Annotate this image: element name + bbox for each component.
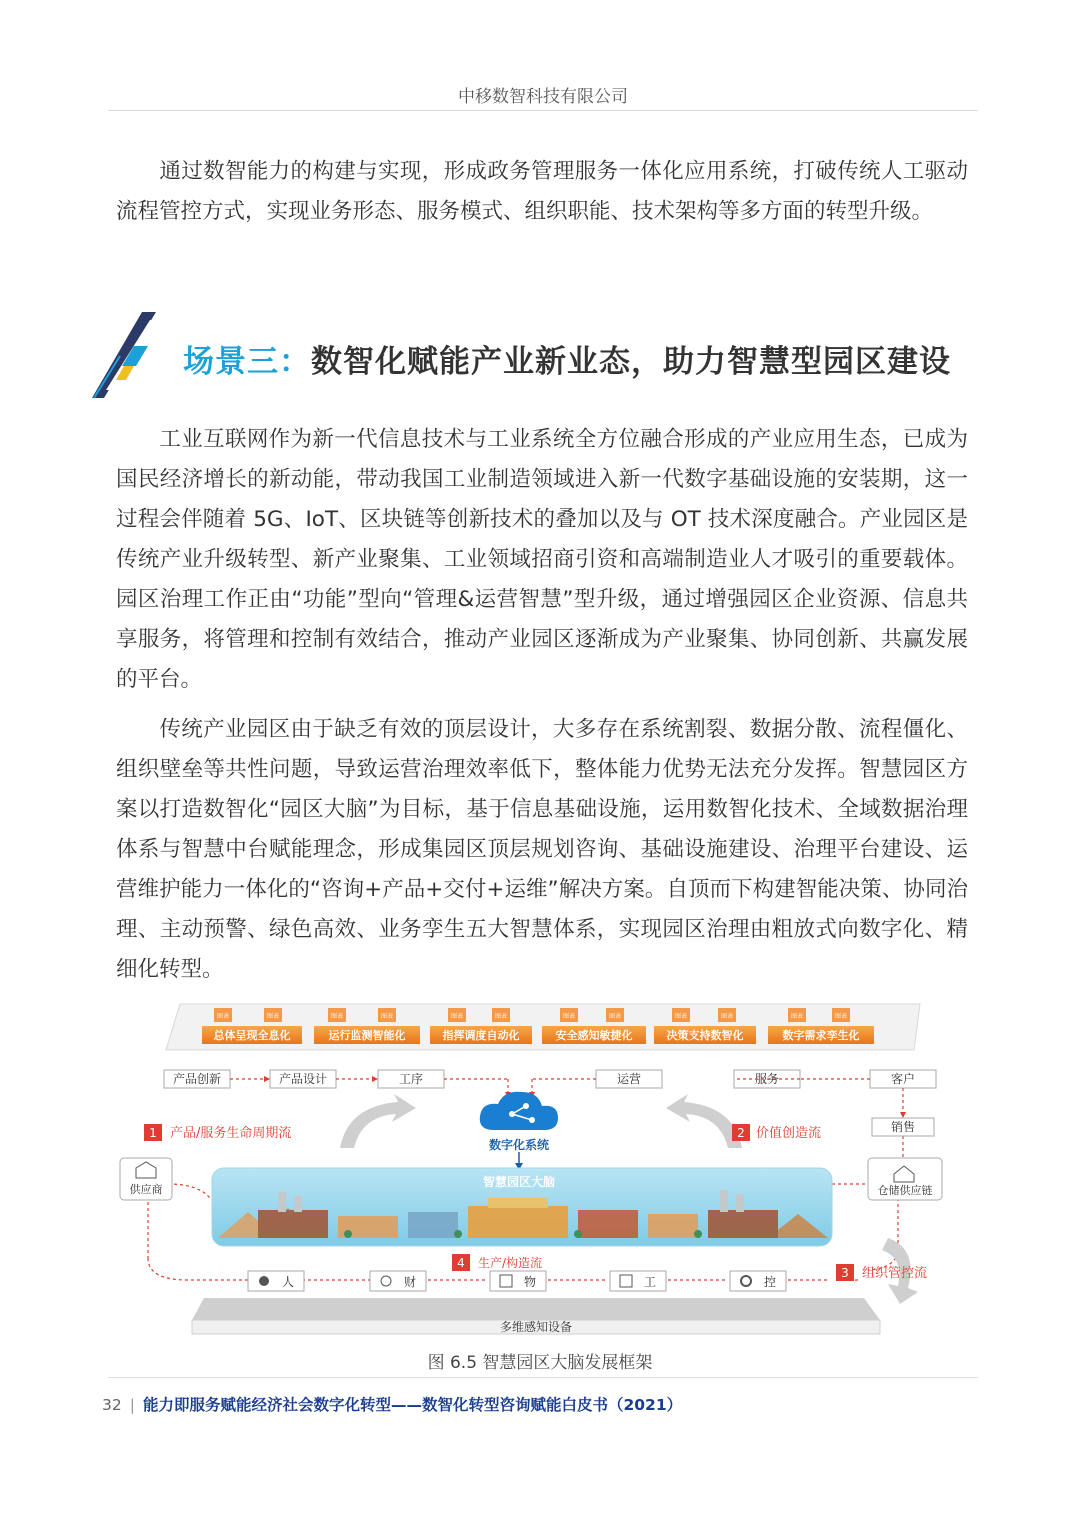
flow-label-4	[452, 1254, 542, 1271]
resource-node	[370, 1271, 426, 1291]
park-brain-panel	[212, 1168, 832, 1246]
top-box-label: 运行监测智能化	[328, 1029, 406, 1042]
svg-text:4: 4	[457, 1256, 465, 1270]
supplier-label: 供应商	[129, 1183, 163, 1196]
top-box-icon-label: 图表	[834, 1013, 848, 1020]
page-number: 32	[102, 1396, 122, 1414]
top-box-icon-label: 图表	[330, 1013, 344, 1020]
svg-text:产品/服务生命周期流: 产品/服务生命周期流	[170, 1126, 292, 1141]
paragraph-intro-text: 通过数智能力的构建与实现，形成政务管理服务一体化应用系统，打破传统人工驱动流程管控方式，实现业务形态、服务模式、组织职能、技术架构等多方面的转型升级。	[116, 159, 968, 224]
resource-label: 物	[523, 1275, 537, 1289]
paragraph-traditional-park	[116, 710, 968, 990]
resource-node	[490, 1271, 546, 1291]
paragraph-industrial-internet	[116, 420, 968, 700]
top-box-icon-label: 图表	[380, 1013, 394, 1020]
top-box-icon-label: 图表	[450, 1013, 464, 1020]
flow-label-3	[836, 1264, 927, 1281]
footer-rule	[108, 1377, 978, 1378]
resource-label: 控	[763, 1275, 777, 1289]
resource-node	[610, 1271, 666, 1291]
top-box-label: 决策支持数智化	[666, 1029, 744, 1042]
footer-separator: |	[129, 1396, 135, 1414]
supplier-node	[120, 1158, 172, 1200]
resource-nodes	[248, 1271, 786, 1291]
svg-text:2: 2	[737, 1126, 745, 1140]
footer-title: 能力即服务赋能经济社会数字化转型——数智化转型咨询赋能白皮书（2021）	[142, 1396, 683, 1414]
top-box-label: 指挥调度自动化	[442, 1029, 520, 1042]
top-box-icon-label: 图表	[608, 1013, 622, 1020]
flow-node-label: 客户	[890, 1072, 916, 1086]
figure-caption: 图 6.5 智慧园区大脑发展框架	[427, 1353, 653, 1373]
resource-label: 财	[403, 1275, 417, 1289]
flow-node-label: 产品设计	[278, 1072, 328, 1086]
svg-text:价值创造流: 价值创造流	[756, 1126, 822, 1141]
page-footer	[102, 1393, 682, 1415]
section-heading: 数智化赋能产业新业态，助力智慧型园区建设	[311, 344, 951, 380]
top-box-icon-label: 图表	[562, 1013, 576, 1020]
paragraph-intro	[116, 152, 968, 232]
base-label: 多维感知设备	[499, 1320, 573, 1334]
top-box-icon-label: 图表	[720, 1013, 734, 1020]
flow-node-label: 服务	[754, 1072, 780, 1086]
svg-text:1: 1	[149, 1126, 157, 1140]
top-box-icon-label: 图表	[494, 1013, 508, 1020]
section-prefix: 场景三：	[183, 344, 311, 380]
flow-node-label: 工序	[398, 1072, 424, 1086]
flow-label-1	[144, 1124, 291, 1141]
warehouse-label: 仓储供应链	[877, 1184, 933, 1197]
paragraph-traditional-park-text: 传统产业园区由于缺乏有效的顶层设计，大多存在系统割裂、数据分散、流程僵化、组织壁垒等共性问题，导致运营治理效率低下，整体能力优势无法充分发挥。智慧园区方案以打造数智化“园区大脑”为目标，基于信息基础设施，运用数智化技术、全域数据治理体系与智慧中台赋能理念，形成集园区顶层规划咨询、基础设施建设、治理平台建设、运营维护能力一体化的“咨询+产品+交付+运维”解决方案。自顶而下构建智能决策、协同治理、主动预警、绿色高效、业务孪生五大智慧体系，实现园区治理由粗放式向数字化、精细化转型。	[116, 717, 968, 982]
brain-label: 智慧园区大脑	[482, 1175, 556, 1189]
top-box-label: 数字需求孪生化	[782, 1029, 860, 1042]
paragraph-industrial-internet-text: 工业互联网作为新一代信息技术与工业系统全方位融合形成的产业应用生态，已成为国民经济增长的新动能，带动我国工业制造领域进入新一代数字基础设施的安装期，这一过程会伴随着 5G、IoT、区块链等创新技术的叠加以及与 OT 技术深度融合。产业园区是传统产业升级转型、新产业聚集、工业领域招商引资和高端制造业人才吸引的重要载体。园区治理工作正由“功能”型向“管理&运营智慧”型升级，通过增强园区企业资源、信息共享服务，将管理和控制有效结合，推动产业园区逐渐成为产业聚集、协同创新、共赢发展的平台。	[116, 427, 968, 692]
svg-text:组织管控流: 组织管控流	[862, 1266, 928, 1281]
warehouse-node	[868, 1158, 942, 1200]
page-header	[108, 80, 978, 111]
top-box-label: 安全感知敏捷化	[555, 1029, 633, 1042]
top-box-icon-label: 图表	[790, 1013, 804, 1020]
top-box-icon-label: 图表	[266, 1013, 280, 1020]
resource-node	[248, 1271, 304, 1291]
resource-label: 人	[281, 1275, 295, 1289]
svg-text:生产/构造流: 生产/构造流	[478, 1256, 543, 1270]
smart-park-diagram	[108, 998, 972, 1340]
top-box-label: 总体呈现全息化	[213, 1029, 291, 1042]
flow-node-label: 产品创新	[172, 1072, 222, 1086]
top-box-icon-label: 图表	[216, 1013, 230, 1020]
section-logo-icon	[90, 310, 160, 400]
sales-label: 销售	[890, 1120, 916, 1134]
resource-label: 工	[643, 1275, 657, 1289]
section-title	[183, 336, 951, 381]
flow-node-label: 运营	[616, 1072, 642, 1086]
flow-label-2	[732, 1124, 821, 1141]
cloud-label: 数字化系统	[488, 1138, 550, 1152]
svg-text:3: 3	[841, 1266, 849, 1280]
cloud-icon	[480, 1092, 558, 1130]
company-name: 中移数智科技有限公司	[458, 87, 628, 107]
top-box-icon-label: 图表	[674, 1013, 688, 1020]
resource-node	[730, 1271, 786, 1291]
